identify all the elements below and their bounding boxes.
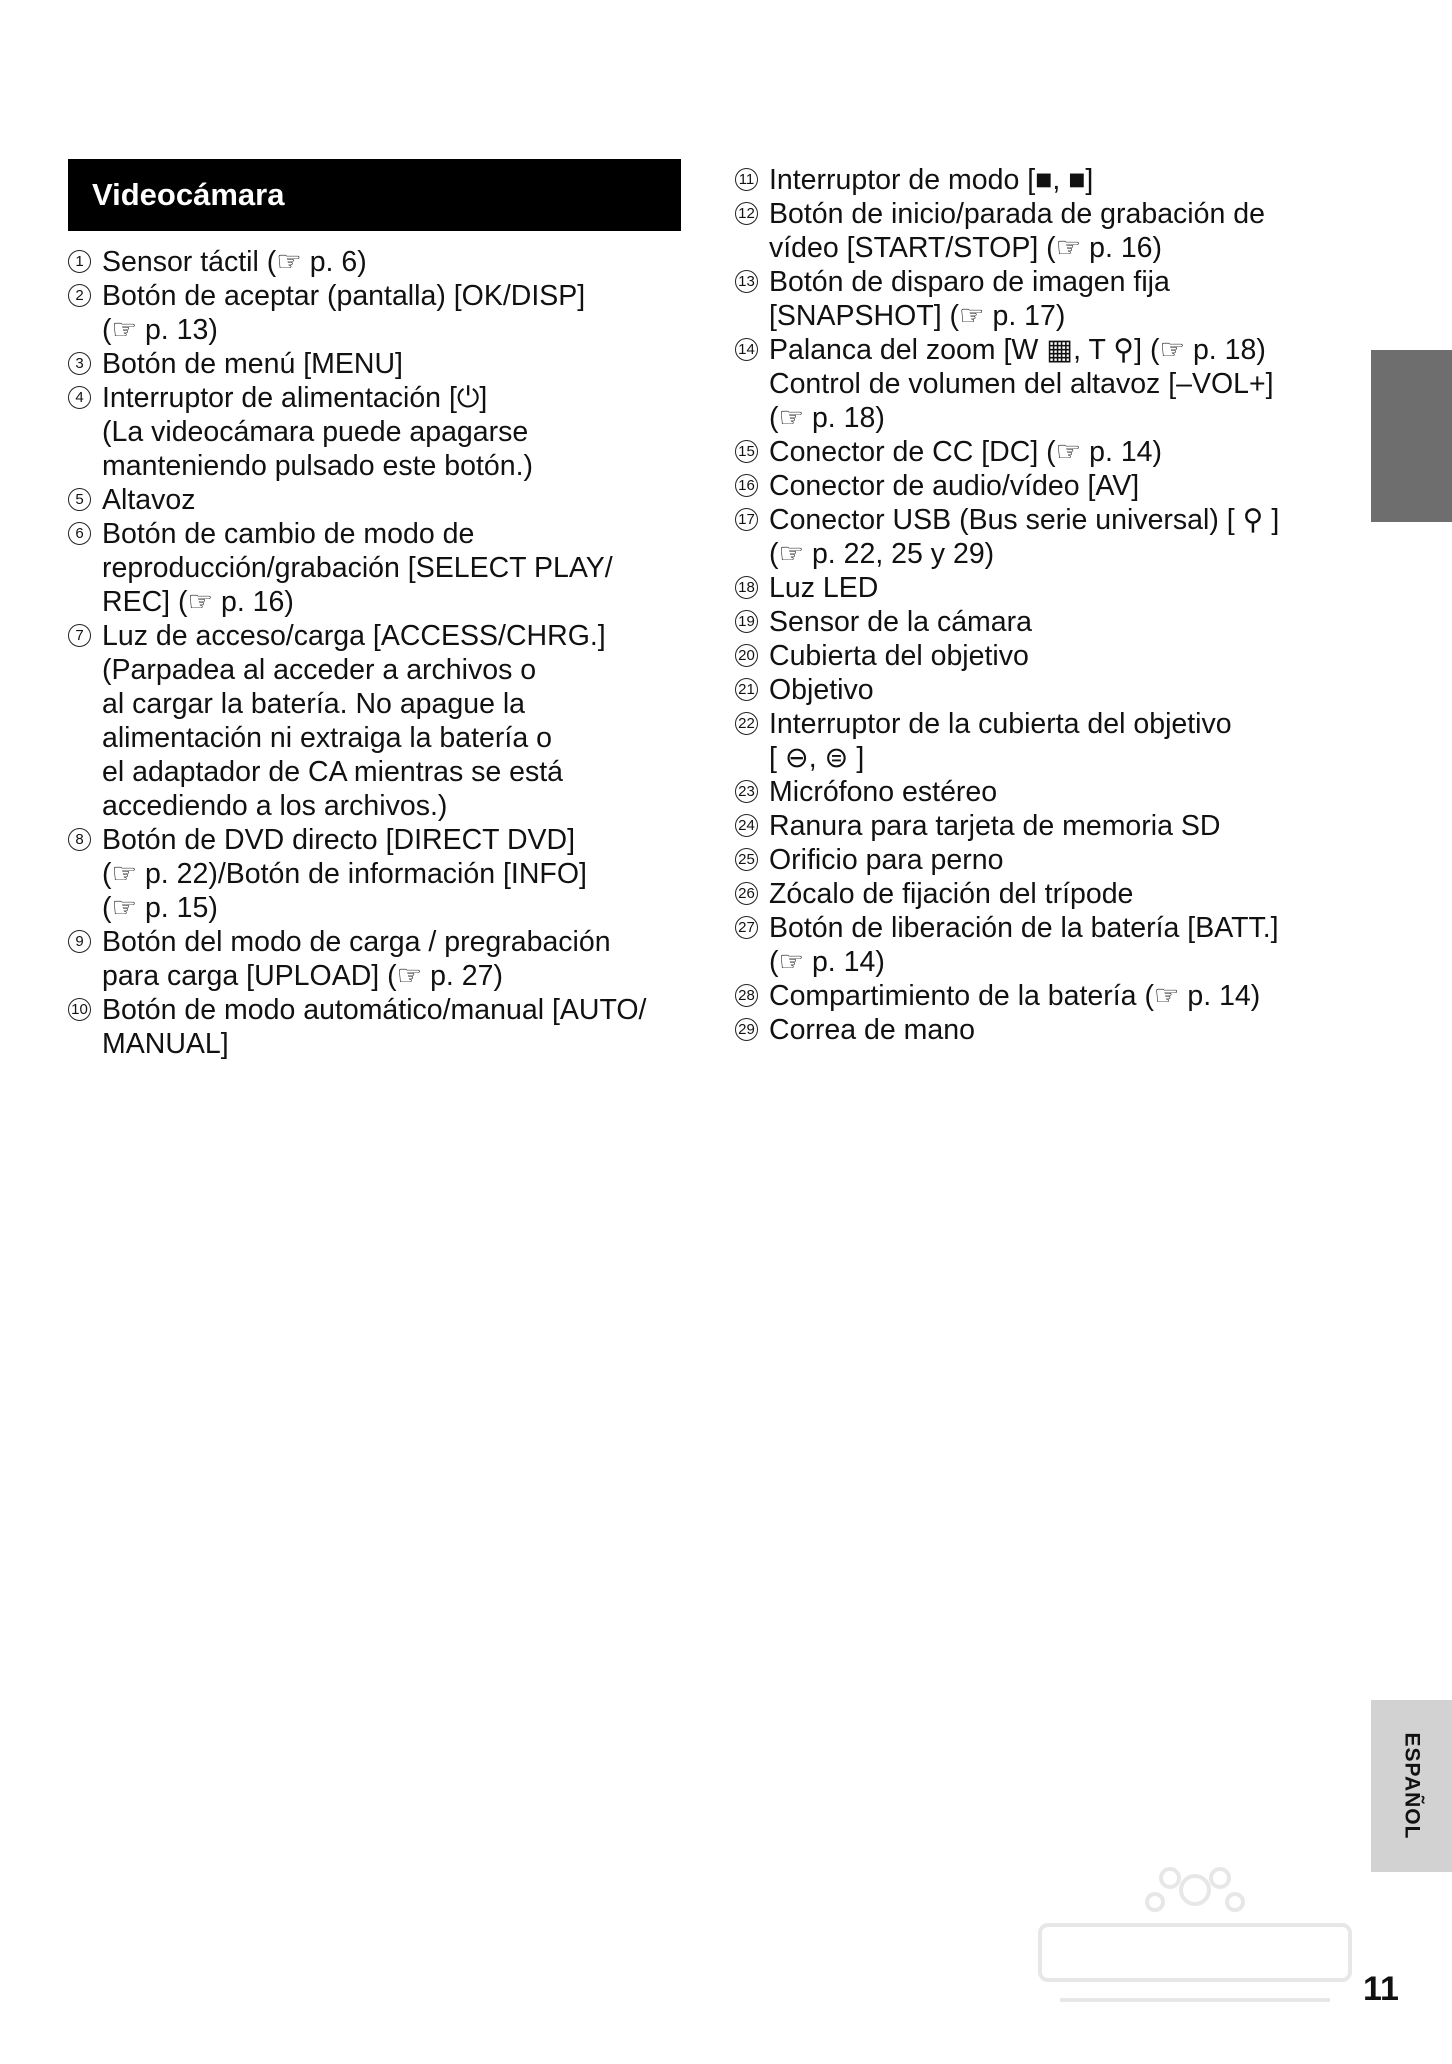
item-text-line: (☞ p. 13)	[102, 314, 218, 346]
list-item	[735, 469, 1335, 503]
list-item	[68, 245, 698, 279]
item-text-line: Luz LED	[769, 572, 879, 604]
item-number	[735, 435, 769, 469]
item-text-line: Botón de menú [MENU]	[102, 348, 403, 380]
item-text-line: accediendo a los archivos.)	[102, 790, 448, 822]
circled-number: 29	[735, 1018, 758, 1041]
item-text-line: para carga [UPLOAD] (☞ p. 27)	[102, 960, 503, 992]
item-number	[735, 503, 769, 571]
item-number	[735, 265, 769, 333]
list-item	[735, 1013, 1335, 1047]
item-text-line: (☞ p. 14)	[769, 946, 885, 978]
item-text-line: al cargar la batería. No apague la	[102, 688, 526, 720]
circled-number: 21	[735, 678, 758, 701]
item-number	[68, 619, 102, 823]
list-item	[68, 517, 698, 619]
list-item	[735, 809, 1335, 843]
item-text-line: Botón de liberación de la batería [BATT.]	[769, 912, 1279, 944]
item-text-line: Luz de acceso/carga [ACCESS/CHRG.]	[102, 620, 606, 652]
item-text-line: el adaptador de CA mientras se está	[102, 756, 564, 788]
item-number	[735, 911, 769, 979]
circled-number: 7	[68, 624, 91, 647]
item-number	[735, 469, 769, 503]
circled-number: 15	[735, 440, 758, 463]
item-text-line: Orificio para perno	[769, 844, 1004, 876]
item-number	[735, 163, 769, 197]
item-text-line: (☞ p. 18)	[769, 402, 885, 434]
circled-number: 27	[735, 916, 758, 939]
item-text-line: vídeo [START/STOP] (☞ p. 16)	[769, 232, 1163, 264]
item-text-line: Compartimiento de la batería (☞ p. 14)	[769, 980, 1261, 1012]
section-header	[68, 159, 681, 231]
list-item	[735, 707, 1335, 775]
circled-number: 13	[735, 270, 758, 293]
list-item	[68, 925, 698, 993]
circled-number: 4	[68, 386, 91, 409]
list-item	[68, 823, 698, 925]
item-text-line: (☞ p. 22, 25 y 29)	[769, 538, 995, 570]
list-item	[735, 979, 1335, 1013]
list-item	[735, 877, 1335, 911]
item-text-line: Sensor táctil (☞ p. 6)	[102, 246, 367, 278]
list-item	[735, 911, 1335, 979]
item-number	[735, 605, 769, 639]
item-text-line: (Parpadea al acceder a archivos o	[102, 654, 537, 686]
circled-number: 6	[68, 522, 91, 545]
circled-number: 18	[735, 576, 758, 599]
circled-number: 5	[68, 488, 91, 511]
item-text-line: Interruptor de modo [■, ■]	[769, 164, 1094, 196]
item-text-line: Botón de modo automático/manual [AUTO/	[102, 994, 647, 1026]
item-text-line: Control de volumen del altavoz [–VOL+]	[769, 368, 1274, 400]
item-text-line: manteniendo pulsado este botón.)	[102, 450, 533, 482]
circled-number: 9	[68, 930, 91, 953]
circled-number: 2	[68, 284, 91, 307]
item-text-line: REC] (☞ p. 16)	[102, 586, 294, 618]
item-text-line: MANUAL]	[102, 1028, 229, 1060]
item-text-line: Conector de audio/vídeo [AV]	[769, 470, 1140, 502]
item-text-line: Zócalo de fijación del trípode	[769, 878, 1134, 910]
item-number	[735, 843, 769, 877]
list-item	[68, 279, 698, 347]
item-text-line: Botón de DVD directo [DIRECT DVD]	[102, 824, 576, 856]
circled-number: 25	[735, 848, 758, 871]
list-item	[68, 381, 698, 483]
right-column-list	[735, 163, 1335, 1047]
circled-number: 14	[735, 338, 758, 361]
list-item	[68, 993, 698, 1061]
circled-number: 3	[68, 352, 91, 375]
item-text-line: Correa de mano	[769, 1014, 975, 1046]
circled-number: 26	[735, 882, 758, 905]
circled-number: 10	[68, 998, 91, 1021]
item-text-line: (☞ p. 15)	[102, 892, 218, 924]
item-number	[68, 517, 102, 619]
item-number	[68, 347, 102, 381]
item-text-line: (La videocámara puede apagarse	[102, 416, 529, 448]
item-number	[68, 245, 102, 279]
item-number	[68, 381, 102, 483]
item-text-line: Interruptor de alimentación [⏻]	[102, 382, 488, 414]
circled-number: 20	[735, 644, 758, 667]
list-item	[735, 333, 1335, 435]
circled-number: 22	[735, 712, 758, 735]
language-tab	[1371, 1700, 1452, 1872]
item-text-line: Botón del modo de carga / pregrabación	[102, 926, 611, 958]
list-item	[735, 435, 1335, 469]
list-item	[735, 163, 1335, 197]
circled-number: 1	[68, 250, 91, 273]
item-text-line: alimentación ni extraiga la batería o	[102, 722, 552, 754]
item-number	[68, 279, 102, 347]
item-number	[68, 925, 102, 993]
page-number: 11	[1363, 1970, 1399, 2008]
list-item	[735, 503, 1335, 571]
item-text-line: Botón de inicio/parada de grabación de	[769, 198, 1265, 230]
circled-number: 28	[735, 984, 758, 1007]
baidu-watermark-icon	[1030, 1850, 1360, 2020]
item-number	[735, 979, 769, 1013]
list-item	[68, 483, 698, 517]
left-column-list	[68, 245, 698, 1061]
item-number	[735, 571, 769, 605]
list-item	[735, 639, 1335, 673]
item-number	[735, 707, 769, 775]
item-text-line: Cubierta del objetivo	[769, 640, 1029, 672]
item-text-line: Botón de cambio de modo de	[102, 518, 475, 550]
language-label: ESPAÑOL	[1400, 1732, 1424, 1840]
item-text-line: Botón de disparo de imagen fija	[769, 266, 1170, 298]
item-text-line: Sensor de la cámara	[769, 606, 1032, 638]
item-text-line: [ ⊖, ⊜ ]	[769, 742, 865, 774]
circled-number: 23	[735, 780, 758, 803]
circled-number: 17	[735, 508, 758, 531]
item-text-line: Palanca del zoom [W ▦, T ⚲] (☞ p. 18)	[769, 334, 1266, 366]
list-item	[735, 197, 1335, 265]
item-text-line: Conector de CC [DC] (☞ p. 14)	[769, 436, 1163, 468]
item-number	[68, 483, 102, 517]
list-item	[735, 571, 1335, 605]
item-number	[735, 673, 769, 707]
circled-number: 24	[735, 814, 758, 837]
item-number	[68, 993, 102, 1061]
item-text-line: (☞ p. 22)/Botón de información [INFO]	[102, 858, 587, 890]
list-item	[68, 619, 698, 823]
item-number	[735, 639, 769, 673]
item-text-line: Altavoz	[102, 484, 196, 516]
list-item	[735, 843, 1335, 877]
circled-number: 19	[735, 610, 758, 633]
item-number	[735, 333, 769, 435]
circled-number: 11	[735, 168, 758, 191]
item-number	[735, 1013, 769, 1047]
item-number	[735, 775, 769, 809]
item-number	[68, 823, 102, 925]
item-text-line: reproducción/grabación [SELECT PLAY/	[102, 552, 613, 584]
item-text-line: Botón de aceptar (pantalla) [OK/DISP]	[102, 280, 586, 312]
item-text-line: [SNAPSHOT] (☞ p. 17)	[769, 300, 1066, 332]
list-item	[735, 605, 1335, 639]
list-item	[735, 673, 1335, 707]
item-number	[735, 197, 769, 265]
circled-number: 16	[735, 474, 758, 497]
item-number	[735, 877, 769, 911]
item-text-line: Interruptor de la cubierta del objetivo	[769, 708, 1232, 740]
item-text-line: Ranura para tarjeta de memoria SD	[769, 810, 1221, 842]
item-text-line: Conector USB (Bus serie universal) [ ⚲ ]	[769, 504, 1280, 536]
side-tab-marker	[1371, 350, 1452, 522]
section-title: Videocámara	[92, 177, 285, 212]
circled-number: 8	[68, 828, 91, 851]
circled-number: 12	[735, 202, 758, 225]
item-text-line: Objetivo	[769, 674, 874, 706]
list-item	[735, 775, 1335, 809]
list-item	[68, 347, 698, 381]
item-text-line: Micrófono estéreo	[769, 776, 998, 808]
list-item	[735, 265, 1335, 333]
item-number	[735, 809, 769, 843]
